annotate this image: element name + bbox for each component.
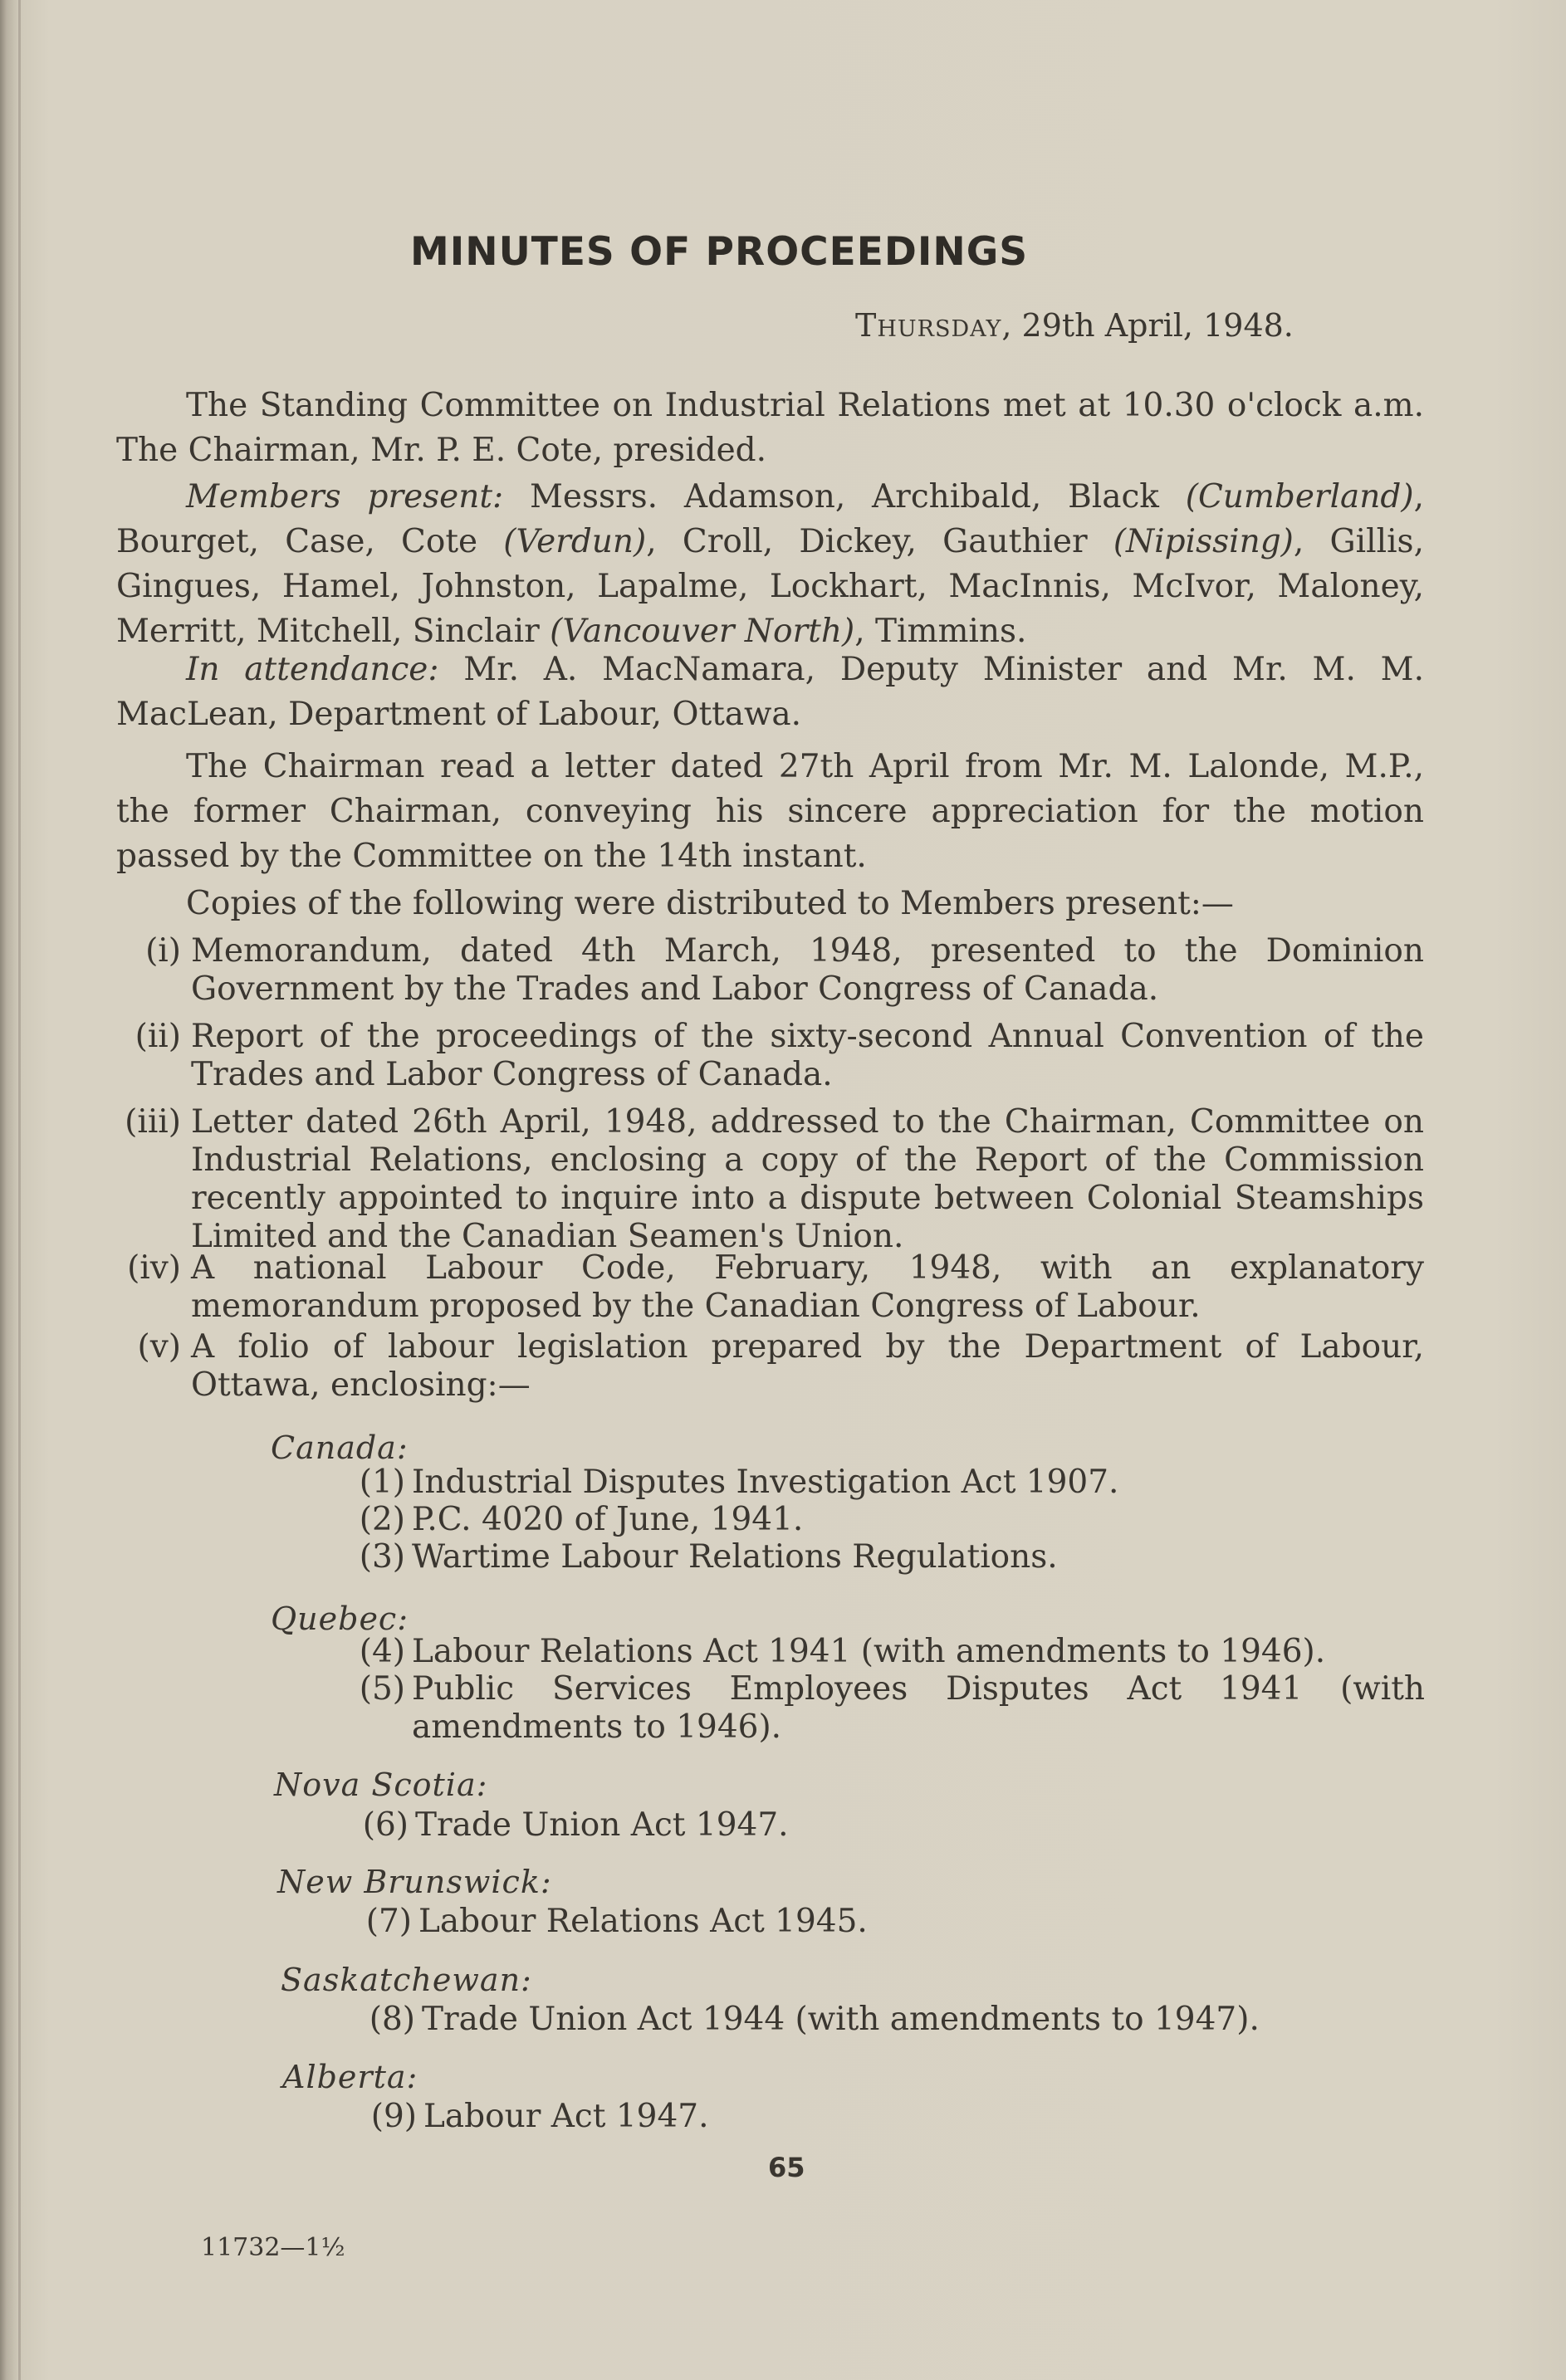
act-item [359, 1501, 804, 1539]
act-number: (2) [359, 1501, 405, 1538]
act-item [359, 1633, 1326, 1671]
members-text: , Timmins. [854, 613, 1027, 650]
act-number: (9) [370, 2098, 417, 2135]
act-number: (7) [365, 1903, 412, 1940]
members-present-paragraph [116, 475, 1424, 654]
list-item-text: Letter dated 26th April, 1948, addressed to the Chairman, Committee on Industrial Relations, enclosing a copy of the Report of the Commission recently appointed to inquire into a dispute between Colonial Steamships Limited and the Canadian Seamen's Union. [191, 1103, 1424, 1255]
act-text: Wartime Labour Relations Regulations. [412, 1538, 1058, 1576]
letter-paragraph: The Chairman read a letter dated 27th April from Mr. M. Lalonde, M.P., the former Chairman, conveying his sincere appreciation for the motion passed by the Committee on the 14th instant. [116, 748, 1424, 875]
binding-gutter [18, 0, 21, 2380]
dateline [855, 307, 1370, 344]
act-item [359, 1670, 1425, 1747]
members-riding: (Verdun) [503, 523, 647, 560]
list-item-number: (iii) [125, 1103, 181, 1141]
act-number: (6) [362, 1806, 409, 1844]
act-number: (5) [359, 1670, 405, 1708]
dateline-day: Thursday [855, 307, 1002, 344]
members-text: Messrs. Adamson, Archibald, Black [503, 478, 1186, 516]
opening-paragraph: The Standing Committee on Industrial Relations met at 10.30 o'clock a.m. The Chairman, Mr. P. E. Cote, presided. [116, 387, 1424, 469]
list-item-number: (iv) [127, 1249, 181, 1287]
list-item-text: A national Labour Code, February, 1948, with an explanatory memorandum proposed by the Canadian Congress of Labour. [191, 1249, 1424, 1325]
list-item [145, 932, 1424, 1009]
act-text: Labour Relations Act 1941 (with amendments to 1946). [412, 1633, 1326, 1670]
attendance-text: Mr. A. MacNamara, Deputy Minister and Mr. M. M. MacLean, Department of Labour, Ottawa. [116, 651, 1424, 733]
list-item-text: Memorandum, dated 4th March, 1948, presented to the Dominion Government by the Trades and Labor Congress of Canada. [191, 932, 1424, 1008]
act-item [362, 1806, 789, 1845]
list-item [125, 1103, 1424, 1256]
members-riding: (Nipissing) [1113, 523, 1294, 560]
act-item [370, 2098, 709, 2136]
act-item [359, 1464, 1119, 1502]
members-text: , Gillis, Gingues, Hamel, Johnston, Lapalme, Lockhart, MacInnis, McIvor, Maloney, Merritt, Mitchell, Sinclair [116, 523, 1424, 650]
jurisdiction-heading: Saskatchewan: [281, 1962, 532, 1998]
act-text: P.C. 4020 of June, 1941. [412, 1501, 804, 1538]
printer-code: 11732—1½ [201, 2233, 345, 2262]
act-number: (1) [359, 1464, 405, 1501]
act-item [369, 2001, 1260, 2039]
jurisdiction-heading: Alberta: [282, 2059, 418, 2095]
members-riding: (Vancouver North) [550, 613, 855, 650]
attendance-paragraph [116, 648, 1424, 737]
act-text: Industrial Disputes Investigation Act 1907. [412, 1464, 1119, 1501]
list-item [127, 1249, 1424, 1326]
dateline-date: , 29th April, 1948. [1001, 307, 1294, 344]
act-text: Labour Act 1947. [423, 2098, 709, 2135]
jurisdiction-heading: Nova Scotia: [274, 1767, 488, 1803]
list-item-number: (v) [137, 1328, 181, 1366]
members-riding: (Cumberland) [1185, 478, 1414, 516]
members-text: , Croll, Dickey, Gauthier [646, 523, 1113, 560]
act-number: (8) [369, 2001, 415, 2038]
jurisdiction-heading: Quebec: [271, 1601, 409, 1637]
list-item [135, 1018, 1424, 1094]
list-item-number: (i) [145, 932, 181, 970]
act-item [365, 1903, 868, 1941]
members-label: Members present: [186, 478, 504, 516]
list-item-text: A folio of labour legislation prepared by the Department of Labour, Ottawa, enclosing:— [191, 1328, 1424, 1404]
attendance-label: In attendance: [186, 651, 439, 688]
act-text: Trade Union Act 1947. [415, 1806, 789, 1844]
members-text: , Bourget, Case, Cote [116, 478, 1425, 560]
list-item-text: Report of the proceedings of the sixty-second Annual Convention of the Trades and Labor Congress of Canada. [191, 1018, 1424, 1093]
act-number: (4) [359, 1633, 405, 1670]
act-number: (3) [359, 1538, 405, 1576]
page-number: 65 [768, 2152, 805, 2183]
list-item [137, 1328, 1424, 1405]
act-item [359, 1538, 1058, 1576]
copies-intro: Copies of the following were distributed to Members present:— [186, 885, 1234, 922]
list-item-number: (ii) [135, 1018, 181, 1055]
jurisdiction-heading: Canada: [271, 1429, 409, 1466]
jurisdiction-heading: New Brunswick: [277, 1864, 552, 1900]
act-text: Trade Union Act 1944 (with amendments to 1947). [422, 2001, 1260, 2038]
page-title: MINUTES OF PROCEEDINGS [410, 229, 1029, 275]
act-text: Public Services Employees Disputes Act 1941 (with amendments to 1946). [412, 1670, 1425, 1746]
act-text: Labour Relations Act 1945. [418, 1903, 868, 1940]
